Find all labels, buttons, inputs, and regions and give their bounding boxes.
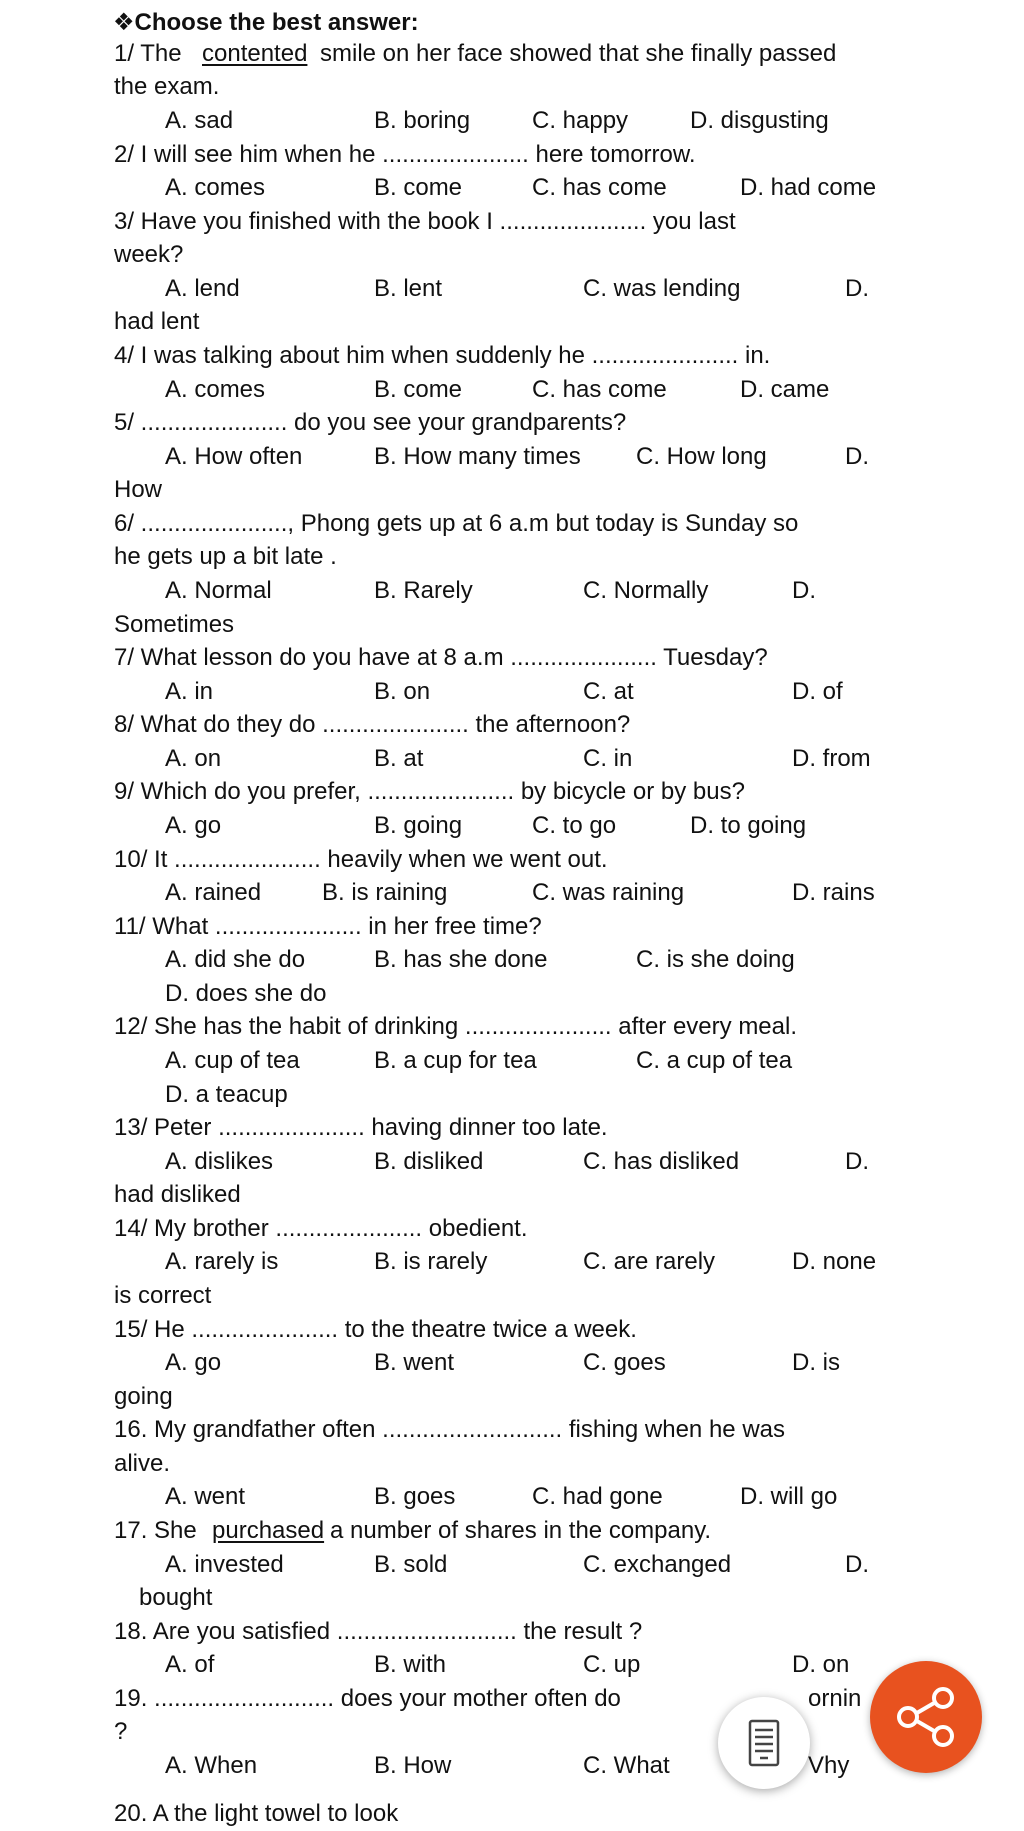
options-line <box>0 1145 1024 1179</box>
question-line <box>0 1212 1024 1246</box>
text-segment: B. come <box>374 174 463 201</box>
text-segment: A. How often <box>165 443 303 470</box>
text-segment: B. boring <box>374 107 471 134</box>
text-segment: had disliked <box>114 1181 241 1208</box>
text-segment: A. dislikes <box>165 1148 274 1175</box>
text-segment: 17. She <box>114 1517 197 1544</box>
options-line <box>0 742 1024 776</box>
question-line <box>0 708 1024 742</box>
text-segment: D. disgusting <box>690 107 829 134</box>
options-line <box>0 272 1024 306</box>
text-segment: 12/ She has the habit of drinking ...................... after every meal. <box>114 1013 798 1040</box>
question-line <box>0 1447 1024 1481</box>
text-segment: B. at <box>374 745 424 772</box>
options-line <box>0 943 1024 977</box>
options-line <box>0 171 1024 205</box>
options-line <box>0 1178 1024 1212</box>
text-segment: A. comes <box>165 174 266 201</box>
text-segment: B. went <box>374 1349 455 1376</box>
text-segment: 5/ ...................... do you see your grandparents? <box>114 409 627 436</box>
question-line <box>0 775 1024 809</box>
cutoff-text: 20. A the light towel to look <box>114 1800 399 1827</box>
text-segment: B. Rarely <box>374 577 473 604</box>
text-segment: B. How <box>374 1752 452 1779</box>
question-line <box>0 1514 1024 1548</box>
options-line <box>0 373 1024 407</box>
text-segment: A. lend <box>165 275 240 302</box>
text-segment: C. exchanged <box>583 1551 732 1578</box>
text-segment: C. has come <box>532 174 667 201</box>
text-segment: C. How long <box>636 443 767 470</box>
options-line <box>0 1380 1024 1414</box>
question-line <box>0 641 1024 675</box>
text-segment: B. going <box>374 812 463 839</box>
text-segment: a number of shares in the company. <box>330 1517 712 1544</box>
options-line <box>0 440 1024 474</box>
text-segment: D. had come <box>740 174 877 201</box>
text-segment: How <box>114 476 163 503</box>
text-segment: D. <box>845 1148 869 1175</box>
text-segment: A. go <box>165 812 222 839</box>
options-line <box>0 1548 1024 1582</box>
text-segment: A. rained <box>165 879 262 906</box>
text-segment: A. cup of tea <box>165 1047 300 1074</box>
options-line <box>0 305 1024 339</box>
cutoff-line <box>0 1800 1024 1827</box>
text-segment: C. up <box>583 1651 641 1678</box>
options-line <box>0 977 1024 1011</box>
text-segment: D. to going <box>690 812 807 839</box>
text-segment: C. has disliked <box>583 1148 740 1175</box>
text-segment: 6/ ......................, Phong gets up at 6 a.m but today is Sunday so <box>114 510 799 537</box>
options-line <box>0 675 1024 709</box>
text-segment: B. goes <box>374 1483 456 1510</box>
options-line <box>0 1078 1024 1112</box>
text-segment: 18. Are you satisfied ........................... the result ? <box>114 1618 643 1645</box>
text-segment: D. on <box>792 1651 850 1678</box>
options-line <box>0 608 1024 642</box>
text-segment: B. How many times <box>374 443 581 470</box>
text-segment: 7/ What lesson do you have at 8 a.m ...................... Tuesday? <box>114 644 768 671</box>
question-line <box>0 540 1024 574</box>
text-segment: C. in <box>583 745 633 772</box>
question-line <box>0 37 1024 71</box>
text-segment: B. is raining <box>322 879 448 906</box>
text-segment: 10/ It ...................... heavily when we went out. <box>114 846 608 873</box>
text-segment: D. <box>845 443 869 470</box>
text-segment: B. on <box>374 678 431 705</box>
text-segment: A. went <box>165 1483 246 1510</box>
text-segment: 3/ Have you finished with the book I ...................... you last <box>114 208 736 235</box>
text-segment: 11/ What ...................... in her free time? <box>114 913 542 940</box>
text-segment: going <box>114 1383 173 1410</box>
text-segment: bought <box>139 1584 213 1611</box>
text-segment: C. has come <box>532 376 667 403</box>
text-segment: ? <box>114 1718 128 1745</box>
text-segment: D. <box>845 275 869 302</box>
text-segment: B. has she done <box>374 946 548 973</box>
text-segment: C. was raining <box>532 879 685 906</box>
text-segment: D. <box>845 1551 869 1578</box>
share-button[interactable] <box>870 1661 982 1773</box>
text-segment: C. is she doing <box>636 946 795 973</box>
text-segment: A. of <box>165 1651 215 1678</box>
text-segment: 15/ He ...................... to the theatre twice a week. <box>114 1316 637 1343</box>
text-segment: D. none <box>792 1248 877 1275</box>
text-segment: B. a cup for tea <box>374 1047 537 1074</box>
question-line <box>0 1111 1024 1145</box>
options-line <box>0 1245 1024 1279</box>
options-line <box>0 1044 1024 1078</box>
text-segment: Sometimes <box>114 611 235 638</box>
text-segment: D. from <box>792 745 871 772</box>
text-segment: C. was lending <box>583 275 741 302</box>
text-segment: C. a cup of tea <box>636 1047 793 1074</box>
worksheet-heading <box>0 6 1024 40</box>
text-segment: A. invested <box>165 1551 284 1578</box>
text-segment: A. go <box>165 1349 222 1376</box>
text-segment: C. goes <box>583 1349 666 1376</box>
question-line <box>0 507 1024 541</box>
text-segment: D. of <box>792 678 843 705</box>
text-segment: 2/ I will see him when he ...................... here tomorrow. <box>114 141 696 168</box>
text-segment: C. had gone <box>532 1483 663 1510</box>
text-segment: B. with <box>374 1651 447 1678</box>
text-segment: 13/ Peter ...................... having dinner too late. <box>114 1114 608 1141</box>
question-line <box>0 1413 1024 1447</box>
text-segment: 1/ The <box>114 40 182 67</box>
question-line <box>0 205 1024 239</box>
text-segment: B. lent <box>374 275 443 302</box>
text-segment: 4/ I was talking about him when suddenly he ...................... in. <box>114 342 771 369</box>
text-segment: D. is <box>792 1349 840 1376</box>
question-line <box>0 843 1024 877</box>
text-segment: B. sold <box>374 1551 448 1578</box>
share-icon <box>870 1661 982 1773</box>
text-segment: C. Normally <box>583 577 709 604</box>
text-segment: alive. <box>114 1450 171 1477</box>
text-segment: C. at <box>583 678 634 705</box>
question-line <box>0 339 1024 373</box>
options-line <box>0 1279 1024 1313</box>
text-segment: 19. ........................... does your mother often do <box>114 1685 621 1712</box>
options-line <box>0 809 1024 843</box>
question-line <box>0 1313 1024 1347</box>
document-button[interactable] <box>718 1697 810 1789</box>
text-segment: the exam. <box>114 73 220 100</box>
text-segment: D. does she do <box>165 980 327 1007</box>
question-line <box>0 1615 1024 1649</box>
text-segment: C. to go <box>532 812 617 839</box>
text-segment: D. rains <box>792 879 875 906</box>
text-segment: D. a teacup <box>165 1081 288 1108</box>
underlined-word: purchased <box>212 1517 325 1544</box>
options-line <box>0 1581 1024 1615</box>
text-segment: D. <box>792 577 816 604</box>
text-segment: A. in <box>165 678 214 705</box>
text-segment: A. did she do <box>165 946 306 973</box>
text-segment: A. sad <box>165 107 234 134</box>
text-segment: B. is rarely <box>374 1248 488 1275</box>
text-segment: 14/ My brother ...................... obedient. <box>114 1215 528 1242</box>
document-icon <box>718 1697 810 1789</box>
text-segment: D. will go <box>740 1483 838 1510</box>
text-segment: 16. My grandfather often ........................... fishing when he was <box>114 1416 785 1443</box>
question-line <box>0 1010 1024 1044</box>
text-segment: B. come <box>374 376 463 403</box>
options-line <box>0 473 1024 507</box>
text-segment: A. on <box>165 745 222 772</box>
text-segment: is correct <box>114 1282 212 1309</box>
text-segment: B. disliked <box>374 1148 484 1175</box>
options-line <box>0 104 1024 138</box>
text-segment: A. Normal <box>165 577 272 604</box>
text-segment: 8/ What do they do ...................... the afternoon? <box>114 711 631 738</box>
question-line <box>0 70 1024 104</box>
text-segment: A. comes <box>165 376 266 403</box>
question-line <box>0 406 1024 440</box>
text-segment: A. When <box>165 1752 258 1779</box>
underlined-word: contented <box>202 40 308 67</box>
text-segment: week? <box>114 241 184 268</box>
text-segment: had lent <box>114 308 200 335</box>
text-segment: smile on her face showed that she finally passed <box>320 40 837 67</box>
text-segment: D. came <box>740 376 830 403</box>
question-line <box>0 910 1024 944</box>
text-segment: C. are rarely <box>583 1248 716 1275</box>
text-segment: ❖Choose the best answer: <box>113 9 419 36</box>
options-line <box>0 574 1024 608</box>
text-segment: ornin <box>808 1685 862 1712</box>
question-line <box>0 238 1024 272</box>
text-segment: C. What <box>583 1752 670 1779</box>
text-segment: A. rarely is <box>165 1248 279 1275</box>
text-segment: Vhy <box>808 1752 850 1779</box>
options-line <box>0 1346 1024 1380</box>
text-segment: he gets up a bit late . <box>114 543 337 570</box>
options-line <box>0 1480 1024 1514</box>
question-line <box>0 138 1024 172</box>
text-segment: 9/ Which do you prefer, ...................... by bicycle or by bus? <box>114 778 745 805</box>
text-segment: C. happy <box>532 107 629 134</box>
options-line <box>0 876 1024 910</box>
